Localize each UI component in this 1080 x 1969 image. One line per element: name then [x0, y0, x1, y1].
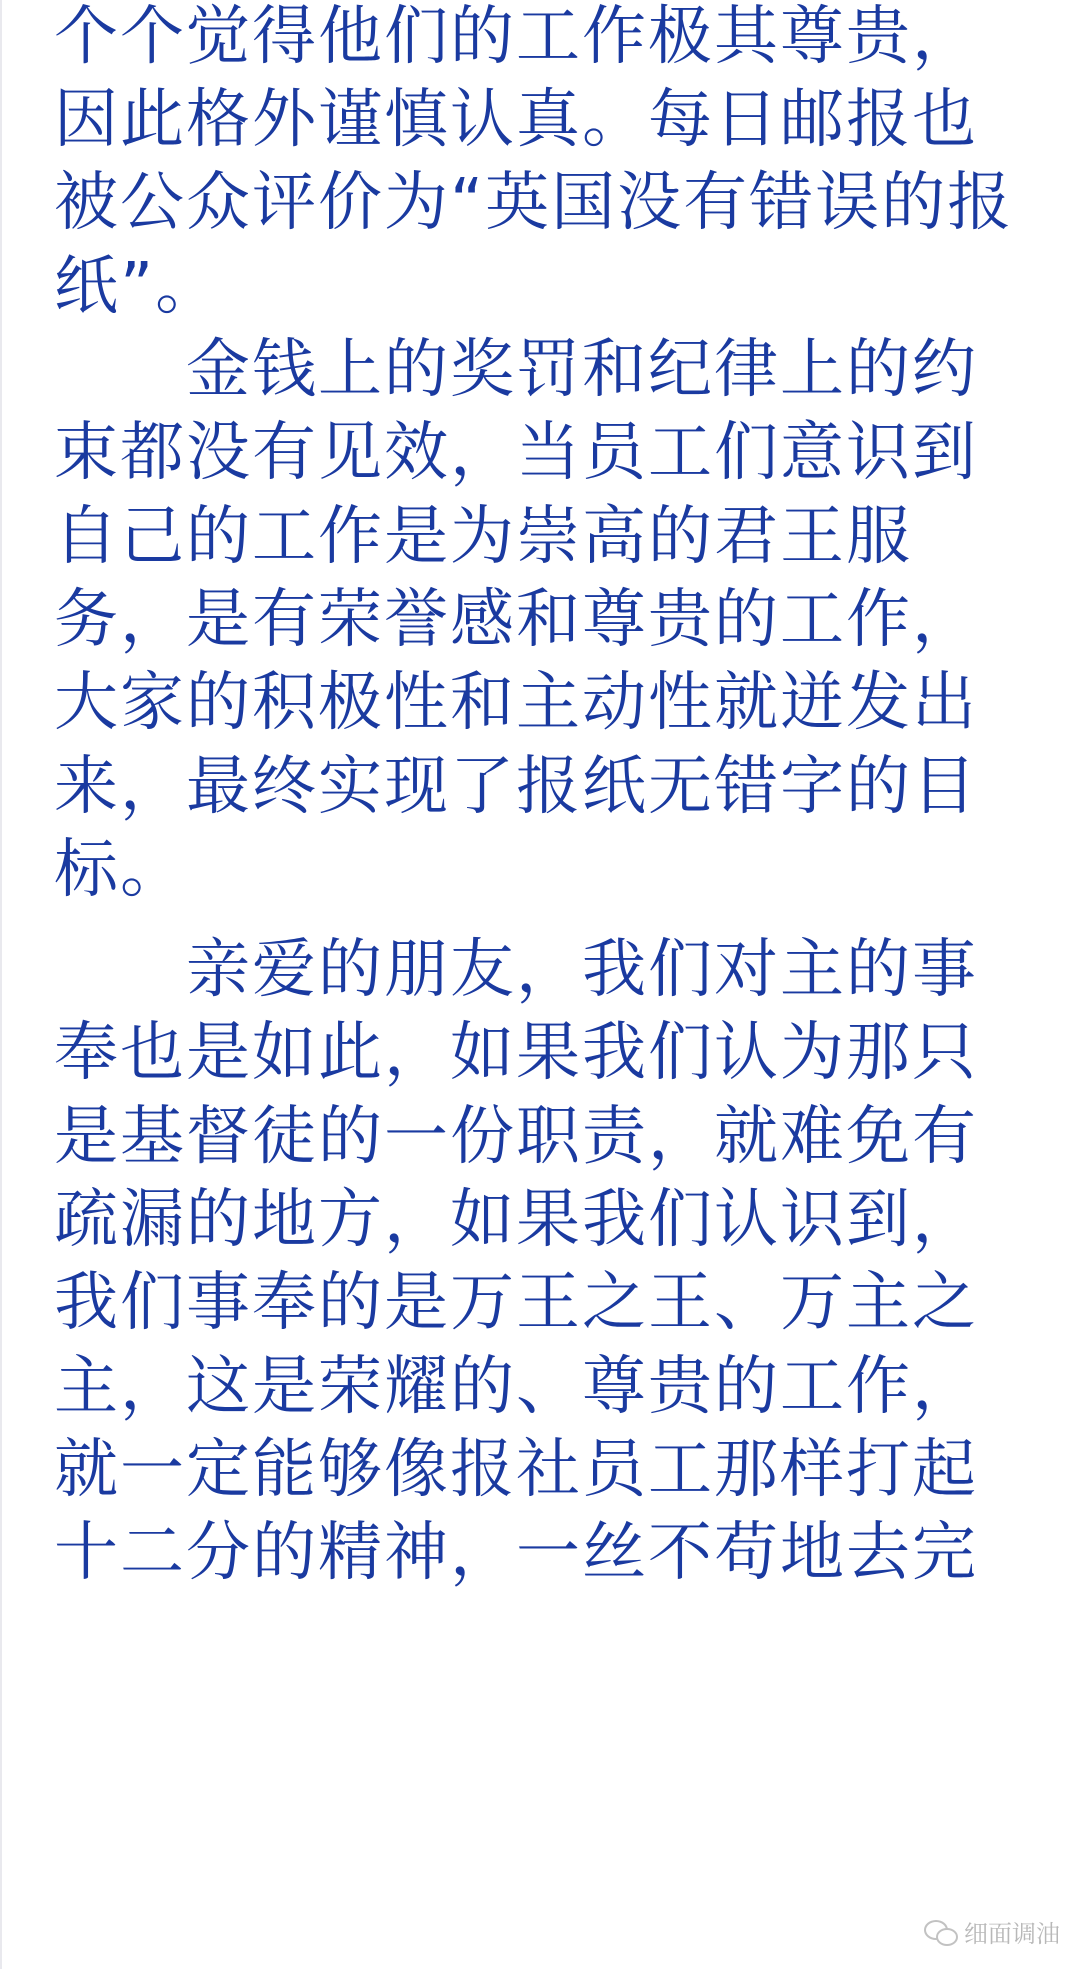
article-line: 疏漏的地方，如果我们认识到， [54, 1183, 978, 1257]
article-line: 亲爱的朋友，我们对主的事 [54, 933, 978, 1007]
article-line: 个个觉得他们的工作极其尊贵， [54, 0, 978, 74]
watermark [924, 1914, 1060, 1949]
article-line: 我们事奉的是万王之王、万主之 [54, 1266, 978, 1340]
article-line: 标。 [54, 833, 186, 907]
article-line: 奉也是如此，如果我们认为那只 [54, 1016, 978, 1090]
article-line: 自己的工作是为崇高的君王服 [54, 500, 912, 574]
article-line: 十二分的精神，一丝不苟地去完 [54, 1516, 978, 1590]
article-line: 就一定能够像报社员工那样打起 [54, 1433, 978, 1507]
article-line: 纸”。 [54, 250, 222, 324]
article-line: 被公众评价为“英国没有错误的报 [54, 166, 1014, 240]
article-line: 金钱上的奖罚和纪律上的约 [54, 333, 978, 407]
article-line: 因此格外谨慎认真。每日邮报也 [54, 83, 978, 157]
article-line: 束都没有见效，当员工们意识到 [54, 416, 978, 490]
wechat-icon [924, 1918, 958, 1946]
article-line: 是基督徒的一份职责，就难免有 [54, 1100, 978, 1174]
article-line: 主，这是荣耀的、尊贵的工作， [54, 1350, 978, 1424]
article-line: 来，最终实现了报纸无错字的目 [54, 750, 978, 824]
article-line: 务，是有荣誉感和尊贵的工作， [54, 583, 978, 657]
article-line: 大家的积极性和主动性就迸发出 [54, 666, 978, 740]
watermark-text: 细面调油 [964, 1920, 1060, 1948]
